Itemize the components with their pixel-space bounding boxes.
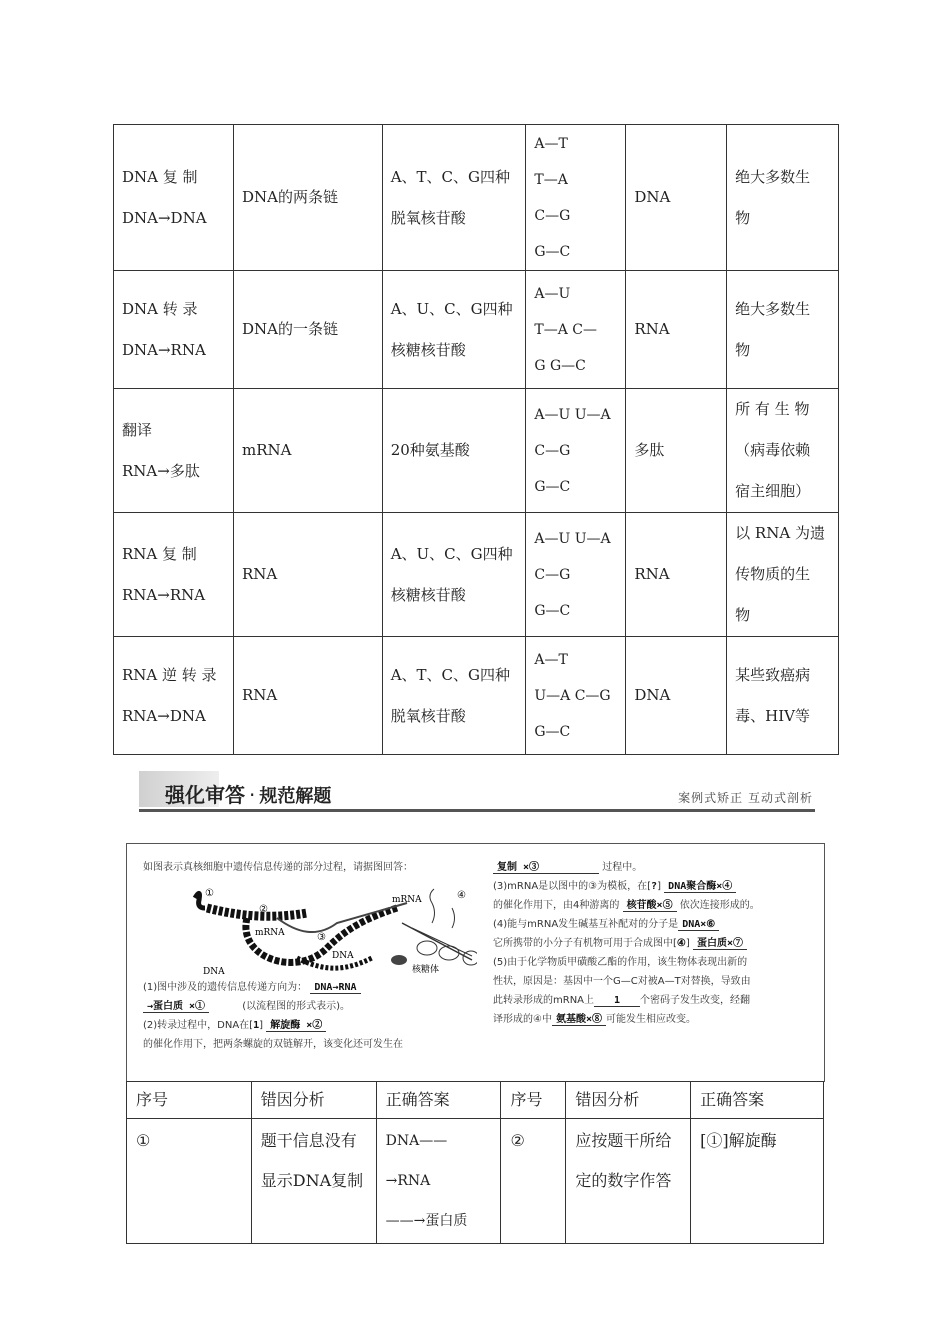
cell-material xyxy=(382,389,526,513)
cell-pairing xyxy=(526,637,626,755)
cell-product-line: DNA xyxy=(634,188,671,206)
question-right xyxy=(493,858,818,1029)
cell-organisms xyxy=(727,637,839,755)
hand-a1: DNA→RNA xyxy=(310,982,360,994)
question-intro: 如图表示真核细胞中遗传信息传递的部分过程，请据图回答： xyxy=(143,862,413,873)
cell-product xyxy=(626,125,727,271)
table-row xyxy=(114,271,839,389)
hand-a2: 解旋酶 ×② xyxy=(266,1020,326,1032)
cell-process-line: RNA 逆 转 录 xyxy=(122,665,217,684)
cell-material-line: A、U、C、G四种 xyxy=(390,299,513,318)
answer-analysis-1 xyxy=(251,1119,376,1244)
q5-text-3: 此转录形成的mRNA上 xyxy=(493,995,595,1006)
answer-correct-1 xyxy=(376,1119,501,1244)
cell-pairing-line: G G—C xyxy=(534,357,586,374)
q2-line xyxy=(143,1016,478,1035)
q4-text: (4)能与mRNA发生碱基互补配对的分子是 xyxy=(493,919,679,930)
section-banner xyxy=(139,765,815,811)
cell-pairing-line: G—C xyxy=(534,243,571,260)
q4-text-2: 它所携带的小分子有机物可用于合成图中[ xyxy=(493,938,677,949)
cell-organisms-line: 以 RNA 为遗 xyxy=(735,524,825,542)
cell-template-line: mRNA xyxy=(241,441,292,459)
banner-title xyxy=(165,779,331,808)
q3-text: (3)mRNA是以图中的③为模板，在[ xyxy=(493,881,652,892)
banner-dot: · xyxy=(249,783,256,807)
diagram-label-1: ① xyxy=(205,888,214,899)
cell-pairing-line: A—U U—A xyxy=(534,530,611,547)
cell-organisms-line: 某些致癌病 xyxy=(735,665,811,684)
cell-pairing xyxy=(526,389,626,513)
cell-product-line: RNA xyxy=(634,320,670,338)
answer-num-2: ② xyxy=(501,1119,566,1244)
analysis-2-line-1: 应按题干所给 xyxy=(575,1131,672,1150)
diagram-label-mrna-2: mRNA xyxy=(392,895,422,905)
cell-pairing-line: C—G xyxy=(534,207,571,224)
cell-process-line: RNA 复 制 xyxy=(122,544,197,563)
banner-subtitle: 规范解题 xyxy=(259,786,332,807)
cell-product-line: 多肽 xyxy=(634,441,665,459)
cell-process xyxy=(114,513,234,637)
cell-template-line: DNA的一条链 xyxy=(241,320,338,338)
diagram-label-2: ② xyxy=(259,904,268,915)
correct-1-line-2: ——→蛋白质 xyxy=(385,1213,468,1229)
cell-template-line: DNA的两条链 xyxy=(241,188,338,206)
q5-text-6: 可能发生相应改变。 xyxy=(606,1014,696,1025)
cell-material-line: 20种氨基酸 xyxy=(390,441,470,459)
cell-template xyxy=(233,125,382,271)
table-row xyxy=(114,125,839,271)
cell-pairing xyxy=(526,513,626,637)
cell-process-line: DNA→DNA xyxy=(122,208,207,227)
answer-analysis-table xyxy=(126,1081,824,1244)
q4-line xyxy=(493,915,818,934)
cell-pairing-line: A—T xyxy=(534,135,568,152)
cell-process-line: RNA→多肽 xyxy=(122,461,200,480)
cell-process-line: RNA→DNA xyxy=(122,706,206,725)
table-row xyxy=(114,637,839,755)
cell-process xyxy=(114,125,234,271)
cell-material-line: A、U、C、G四种 xyxy=(390,544,513,563)
header-answer-2: 正确答案 xyxy=(691,1082,824,1119)
cell-template xyxy=(233,637,382,755)
cell-pairing-line: G—C xyxy=(534,478,571,495)
hand-a2b: 复制 ×③ xyxy=(493,862,599,874)
cell-material-line: 脱氧核苷酸 xyxy=(390,706,466,725)
cell-pairing-line: T—A C— xyxy=(534,321,597,338)
cell-material xyxy=(382,513,526,637)
table-row xyxy=(114,389,839,513)
cell-product-line: DNA xyxy=(634,686,671,704)
cell-organisms-line: （病毒依赖 xyxy=(735,441,811,459)
cell-material-line: 核糖核苷酸 xyxy=(390,585,466,604)
question-left xyxy=(143,858,473,877)
cell-material-line: 核糖核苷酸 xyxy=(390,340,466,359)
q3-line-2 xyxy=(493,896,818,915)
hand-bracket3: ④ xyxy=(676,938,686,949)
hand-a3b: 核苷酸×⑤ xyxy=(623,900,677,912)
q5-text: (5)由于化学物质甲磺酸乙酯的作用，该生物体表现出新的 xyxy=(493,957,748,968)
diagram-label-dna-1: DNA xyxy=(203,967,225,977)
diagram-label-dna-2: DNA xyxy=(332,951,354,961)
cell-pairing xyxy=(526,271,626,389)
cell-organisms-line: 物 xyxy=(735,208,751,227)
q1-note: (以流程图的形式表示)。 xyxy=(242,1001,351,1012)
cell-organisms-line: 所 有 生 物 xyxy=(735,400,810,418)
answer-analysis-2 xyxy=(566,1119,691,1244)
hand-a5: 1 xyxy=(594,995,640,1007)
cell-organisms xyxy=(727,389,839,513)
question-left-parts xyxy=(143,978,478,1054)
cell-organisms-line: 宿主细胞） xyxy=(735,482,811,500)
cell-pairing-line: G—C xyxy=(534,723,571,740)
header-num-1: 序号 xyxy=(127,1082,252,1119)
cell-organisms-line: 物 xyxy=(735,606,751,624)
header-analysis-1: 错因分析 xyxy=(251,1082,376,1119)
analysis-1-line-1: 题干信息没有 xyxy=(260,1131,357,1150)
cell-material-line: 脱氧核苷酸 xyxy=(390,208,466,227)
cell-pairing-line: T—A xyxy=(534,171,568,188)
q5-text-2: 性状，原因是：基因中一个G—C对被A—T对替换，导致由 xyxy=(493,976,751,987)
q5-text-4: 个密码子发生改变，经翻 xyxy=(640,995,751,1006)
answer-correct-2: [①]解旋酶 xyxy=(691,1119,824,1244)
answer-header-row xyxy=(127,1082,824,1119)
diagram-label-ribosome: 核糖体 xyxy=(412,965,440,975)
q5-text-5: 译形成的④中 xyxy=(493,1014,552,1025)
cell-material-line: A、T、C、G四种 xyxy=(390,167,510,186)
banner-rule xyxy=(139,809,815,812)
header-answer-1: 正确答案 xyxy=(376,1082,501,1119)
header-num-2: 序号 xyxy=(501,1082,566,1119)
diagram-label-3: ③ xyxy=(317,932,326,943)
cell-process-line: RNA→RNA xyxy=(122,585,206,604)
cell-template-line: RNA xyxy=(241,686,278,704)
q2-text: (2)转录过程中，DNA在[ xyxy=(143,1020,254,1031)
cell-template-line: RNA xyxy=(241,565,278,583)
q3-line: (3)mRNA是以图中的③为模板，在[?] DNA聚合酶×④ xyxy=(493,877,818,896)
cell-product-line: RNA xyxy=(634,565,670,583)
cell-process-line: DNA 复 制 xyxy=(122,167,198,186)
hand-bracket2: ? xyxy=(651,881,658,892)
gene-flow-table-body xyxy=(114,125,839,755)
cell-process xyxy=(114,271,234,389)
cell-product xyxy=(626,637,727,755)
hand-a4b: 蛋白质×⑦ xyxy=(693,938,747,950)
cell-process-line: DNA→RNA xyxy=(122,340,206,359)
cell-process xyxy=(114,637,234,755)
analysis-1-line-2: 显示DNA复制 xyxy=(260,1171,364,1190)
cell-material-line: A、T、C、G四种 xyxy=(390,665,510,684)
q5-line-4 xyxy=(493,1010,818,1029)
hand-a5b: 氨基酸×⑧ xyxy=(552,1014,606,1026)
cell-pairing-line: G—C xyxy=(534,602,571,619)
cell-organisms-line: 绝大多数生 xyxy=(735,299,811,318)
cell-organisms xyxy=(727,513,839,637)
diagram-label-mrna: mRNA xyxy=(255,928,285,938)
cell-organisms xyxy=(727,271,839,389)
cell-pairing-line: C—G xyxy=(534,566,571,583)
cell-organisms-line: 绝大多数生 xyxy=(735,167,811,186)
header-analysis-2: 错因分析 xyxy=(566,1082,691,1119)
q2-text-2: 的催化作用下，把两条螺旋的双链解开，该变化还可发生在 xyxy=(143,1039,403,1050)
cell-process-line: 翻译 xyxy=(122,420,153,439)
banner-right-text: 案例式矫正 互动式剖析 xyxy=(678,791,813,805)
q1-line-2 xyxy=(143,997,478,1016)
q4-line-2: 它所携带的小分子有机物可用于合成图中[④] 蛋白质×⑦ xyxy=(493,934,818,953)
cell-product xyxy=(626,271,727,389)
gene-flow-table xyxy=(113,124,839,755)
cell-organisms xyxy=(727,125,839,271)
hand-bracket1: 1 xyxy=(253,1020,260,1031)
q1-line xyxy=(143,978,478,997)
diagram-label-4: ④ xyxy=(457,890,466,901)
hand-a4: DNA×⑥ xyxy=(678,919,719,931)
cell-pairing-line: A—T xyxy=(534,651,568,668)
banner-title-main: 强化审答 xyxy=(165,783,245,807)
q1-text: (1)图中涉及的遗传信息传递方向为： xyxy=(143,982,308,993)
q3-text-3: 依次连接形成的。 xyxy=(679,900,760,911)
cell-material xyxy=(382,125,526,271)
correct-1-line-1: DNA——→RNA xyxy=(385,1133,448,1189)
q2-end: 过程中。 xyxy=(602,862,643,873)
cell-pairing-line: C—G xyxy=(534,442,571,459)
hand-a3: DNA聚合酶×④ xyxy=(664,881,736,893)
q5-line-3 xyxy=(493,991,818,1010)
cell-organisms-line: 毒、HIV等 xyxy=(735,706,810,725)
cell-product xyxy=(626,389,727,513)
q2-bracket-close: ] xyxy=(259,1020,264,1031)
cell-product xyxy=(626,513,727,637)
cell-organisms-line: 物 xyxy=(735,340,751,359)
cell-template xyxy=(233,389,382,513)
cell-pairing-line: U—A C—G xyxy=(534,687,611,704)
cell-organisms-line: 传物质的生 xyxy=(735,565,811,583)
answer-row xyxy=(127,1119,824,1244)
cell-material xyxy=(382,637,526,755)
cell-pairing-line: A—U xyxy=(534,285,571,302)
cell-material xyxy=(382,271,526,389)
analysis-2-line-2: 定的数字作答 xyxy=(575,1171,672,1190)
q3-text-2: 的催化作用下，由4种游离的 xyxy=(493,900,620,911)
hand-a1b: →蛋白质 ×① xyxy=(143,1001,209,1013)
cell-pairing-line: A—U U—A xyxy=(534,406,611,423)
cell-process xyxy=(114,389,234,513)
cell-pairing xyxy=(526,125,626,271)
cell-process-line: DNA 转 录 xyxy=(122,299,198,318)
question-scan xyxy=(126,843,825,1082)
q2-cont xyxy=(493,858,818,877)
transcription-translation-diagram xyxy=(187,878,477,978)
table-row xyxy=(114,513,839,637)
cell-template xyxy=(233,271,382,389)
answer-num-1: ① xyxy=(127,1119,252,1244)
cell-template xyxy=(233,513,382,637)
